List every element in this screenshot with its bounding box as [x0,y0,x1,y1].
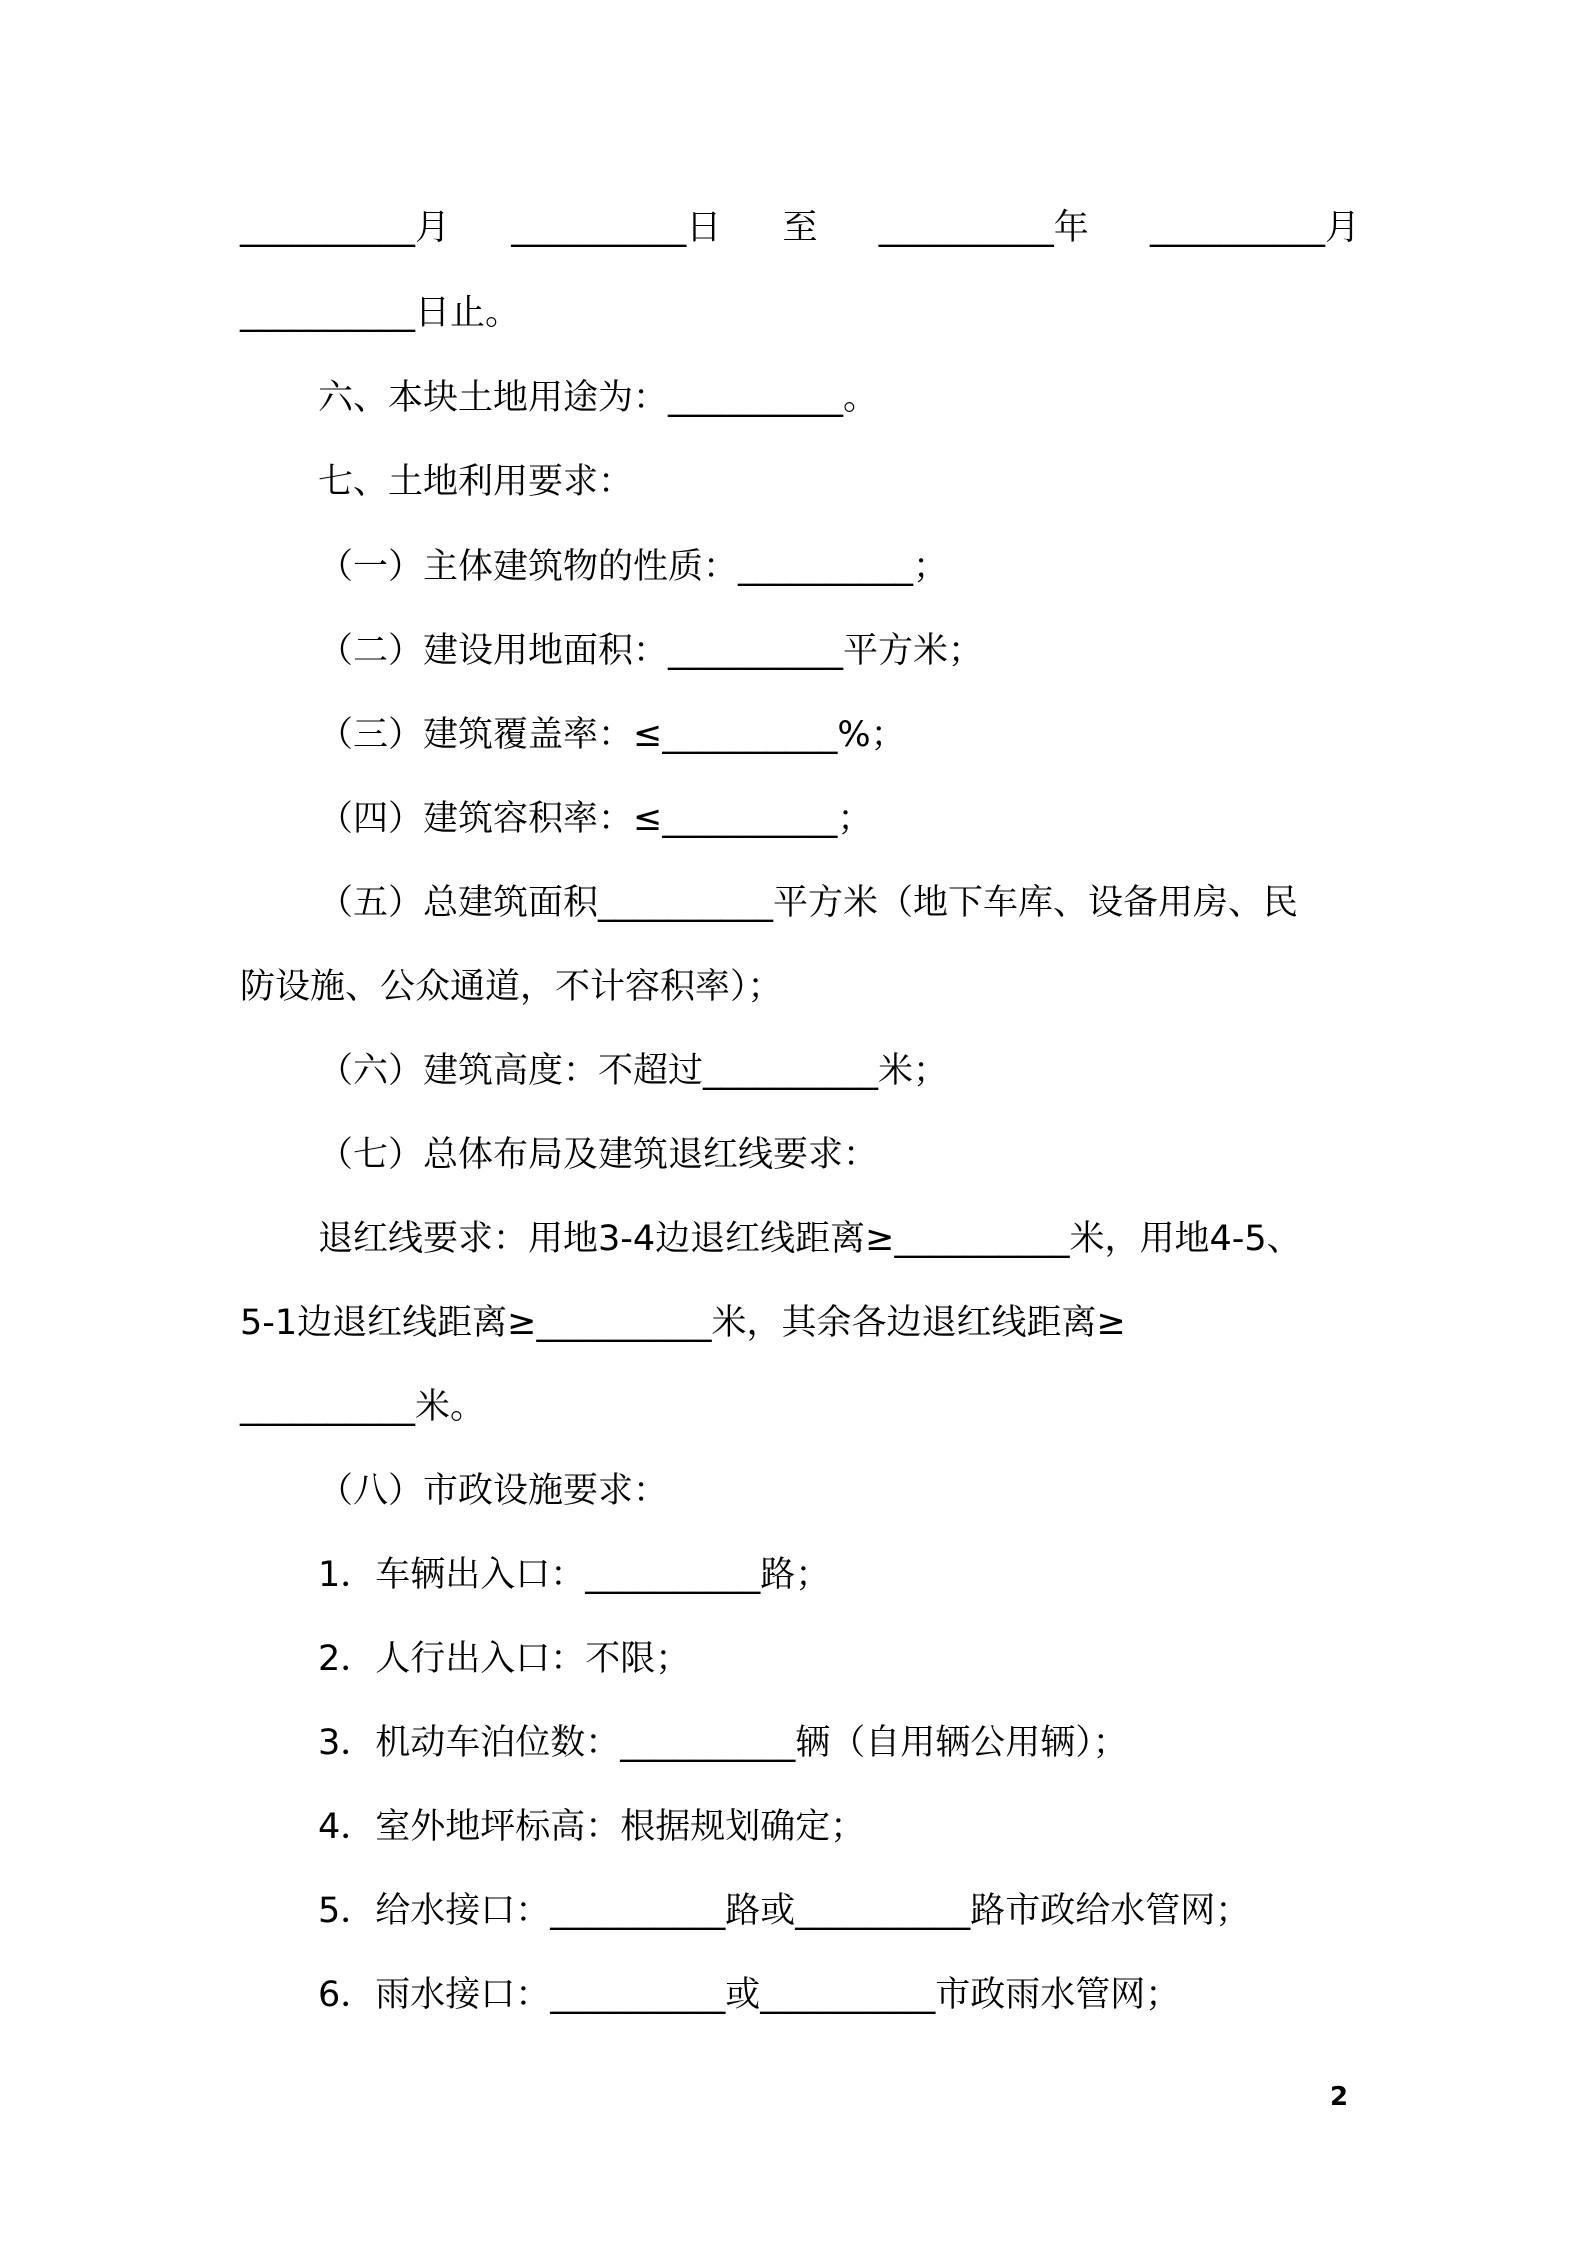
list-item: （二）建设用地面积：__________平方米； [318,631,984,671]
month-blank-2: __________月 [1149,208,1360,248]
list-item: （六）建筑高度：不超过__________米； [318,1051,949,1091]
list-item: 2．人行出入口：不限； [318,1639,691,1679]
list-item: （三）建筑覆盖率：≤__________%； [318,715,906,755]
section-heading: （八）市政设施要求： [318,1471,669,1511]
section-heading: 七、土地利用要求： [318,462,634,502]
list-item: 5．给水接口：__________路或__________路市政给水管网； [318,1891,1251,1931]
paragraph-line: __________米。 [240,1387,486,1427]
list-item: 3．机动车泊位数：__________辆（自用辆公用辆）； [318,1723,1128,1763]
to-word: 至 [782,208,818,248]
paragraph-line: 防设施、公众通道，不计容积率）； [240,967,783,1007]
section-heading: 六、本块土地用途为：__________。 [318,378,879,418]
list-item: （一）主体建筑物的性质：__________； [318,547,949,587]
day-blank: __________日 [511,208,722,248]
list-item: （四）建筑容积率：≤__________； [318,799,873,839]
list-item: （七）总体布局及建筑退红线要求： [318,1135,879,1175]
list-item: 1．车辆出入口：__________路； [318,1555,831,1595]
list-item: （五）总建筑面积__________平方米（地下车库、设备用房、民 [318,883,1299,923]
paragraph-line: 退红线要求：用地3-4边退红线距离≥__________米，用地4-5、 [318,1219,1302,1259]
list-item: 6．雨水接口：__________或__________市政雨水管网； [318,1975,1181,2015]
date-range-line [240,203,1360,253]
page-number: 2 [1330,2082,1349,2112]
paragraph-line: 5-1边退红线距离≥__________米，其余各边退红线距离≥ [240,1303,1126,1343]
list-item: 4．室外地坪标高：根据规划确定； [318,1807,866,1847]
year-blank: __________年 [878,208,1089,248]
month-blank: __________月 [240,208,451,248]
paragraph-line: __________日止。 [240,293,521,333]
